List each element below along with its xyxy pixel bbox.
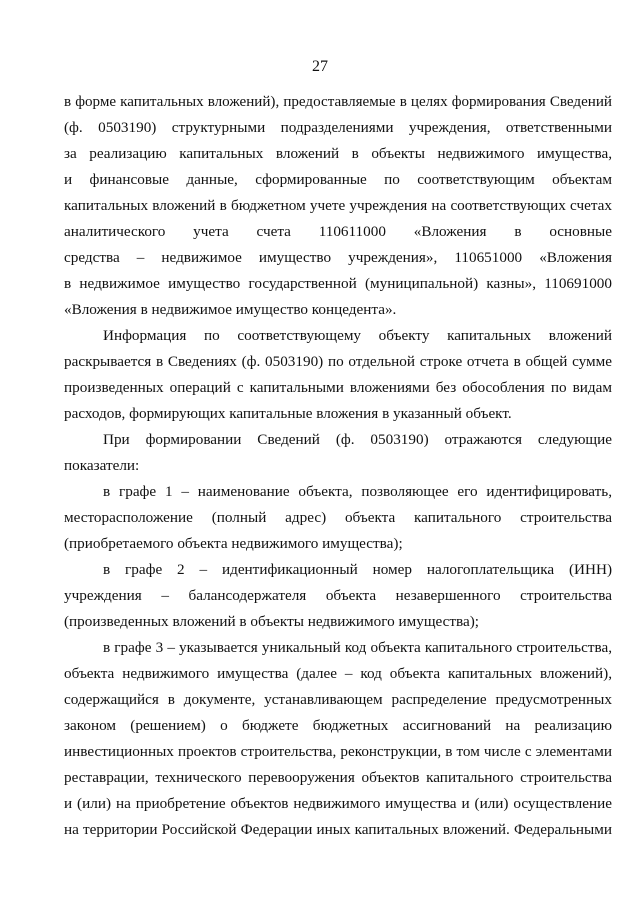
text-line: в графе 3 – указывается уникальный код объекта капитального строительства, xyxy=(103,639,612,656)
text-line: инвестиционных проектов строительства, реконструкции, в том числе с элементами xyxy=(64,743,612,760)
text-line: средства – недвижимое имущество учреждения», 110651000 «Вложения xyxy=(64,249,612,266)
text-line: (приобретаемого объекта недвижимого имущества); xyxy=(64,535,403,552)
text-line: (ф. 0503190) структурными подразделениями учреждения, ответственными xyxy=(64,119,612,136)
text-line: расходов, формирующих капитальные вложения в указанный объект. xyxy=(64,405,512,422)
text-line: (произведенных вложений в объекты недвижимого имущества); xyxy=(64,613,480,630)
text-line: месторасположение (полный адрес) объекта капитального строительства xyxy=(64,509,612,526)
text-line: показатели: xyxy=(64,457,140,474)
text-line: произведенных операций с капитальными вложениями без обособления по видам xyxy=(64,379,612,396)
text-line: реставрации, технического перевооружения объектов капитального строительства xyxy=(64,769,612,786)
text-line: и финансовые данные, сформированные по соответствующим объектам xyxy=(64,171,612,188)
text-line: При формировании Сведений (ф. 0503190) отражаются следующие xyxy=(103,431,612,448)
text-line: и (или) на приобретение объектов недвижимого имущества и (или) осуществление xyxy=(64,795,612,812)
text-line: аналитического учета счета 110611000 «Вложения в основные xyxy=(64,223,612,240)
text-line: объекта недвижимого имущества (далее – код объекта капитальных вложений), xyxy=(64,665,612,682)
text-line: раскрывается в Сведениях (ф. 0503190) по отдельной строке отчета в общей сумме xyxy=(64,353,612,370)
text-line: в недвижимое имущество государственной (муниципальной) казны», 110691000 xyxy=(64,275,612,292)
text-line: на территории Российской Федерации иных капитальных вложений. Федеральными xyxy=(64,821,612,838)
text-line: законом (решением) о бюджете бюджетных ассигнований на реализацию xyxy=(64,717,612,734)
text-line: капитальных вложений в бюджетном учете учреждения на соответствующих счетах xyxy=(64,197,612,214)
text-line: «Вложения в недвижимое имущество концедента». xyxy=(64,301,397,318)
page-number: 27 xyxy=(312,58,328,75)
text-line: за реализацию капитальных вложений в объекты недвижимого имущества, xyxy=(64,145,612,162)
text-line: содержащийся в документе, устанавливающем распределение предусмотренных xyxy=(64,691,612,708)
text-line: учреждения – балансодержателя объекта незавершенного строительства xyxy=(64,587,612,604)
text-line: в графе 1 – наименование объекта, позволяющее его идентифицировать, xyxy=(103,483,612,500)
text-line: Информация по соответствующему объекту капитальных вложений xyxy=(103,327,612,344)
document-body xyxy=(64,89,612,843)
text-line: в форме капитальных вложений), предоставляемые в целях формирования Сведений xyxy=(64,94,612,110)
text-line: в графе 2 – идентификационный номер налогоплательщика (ИНН) xyxy=(103,561,612,578)
